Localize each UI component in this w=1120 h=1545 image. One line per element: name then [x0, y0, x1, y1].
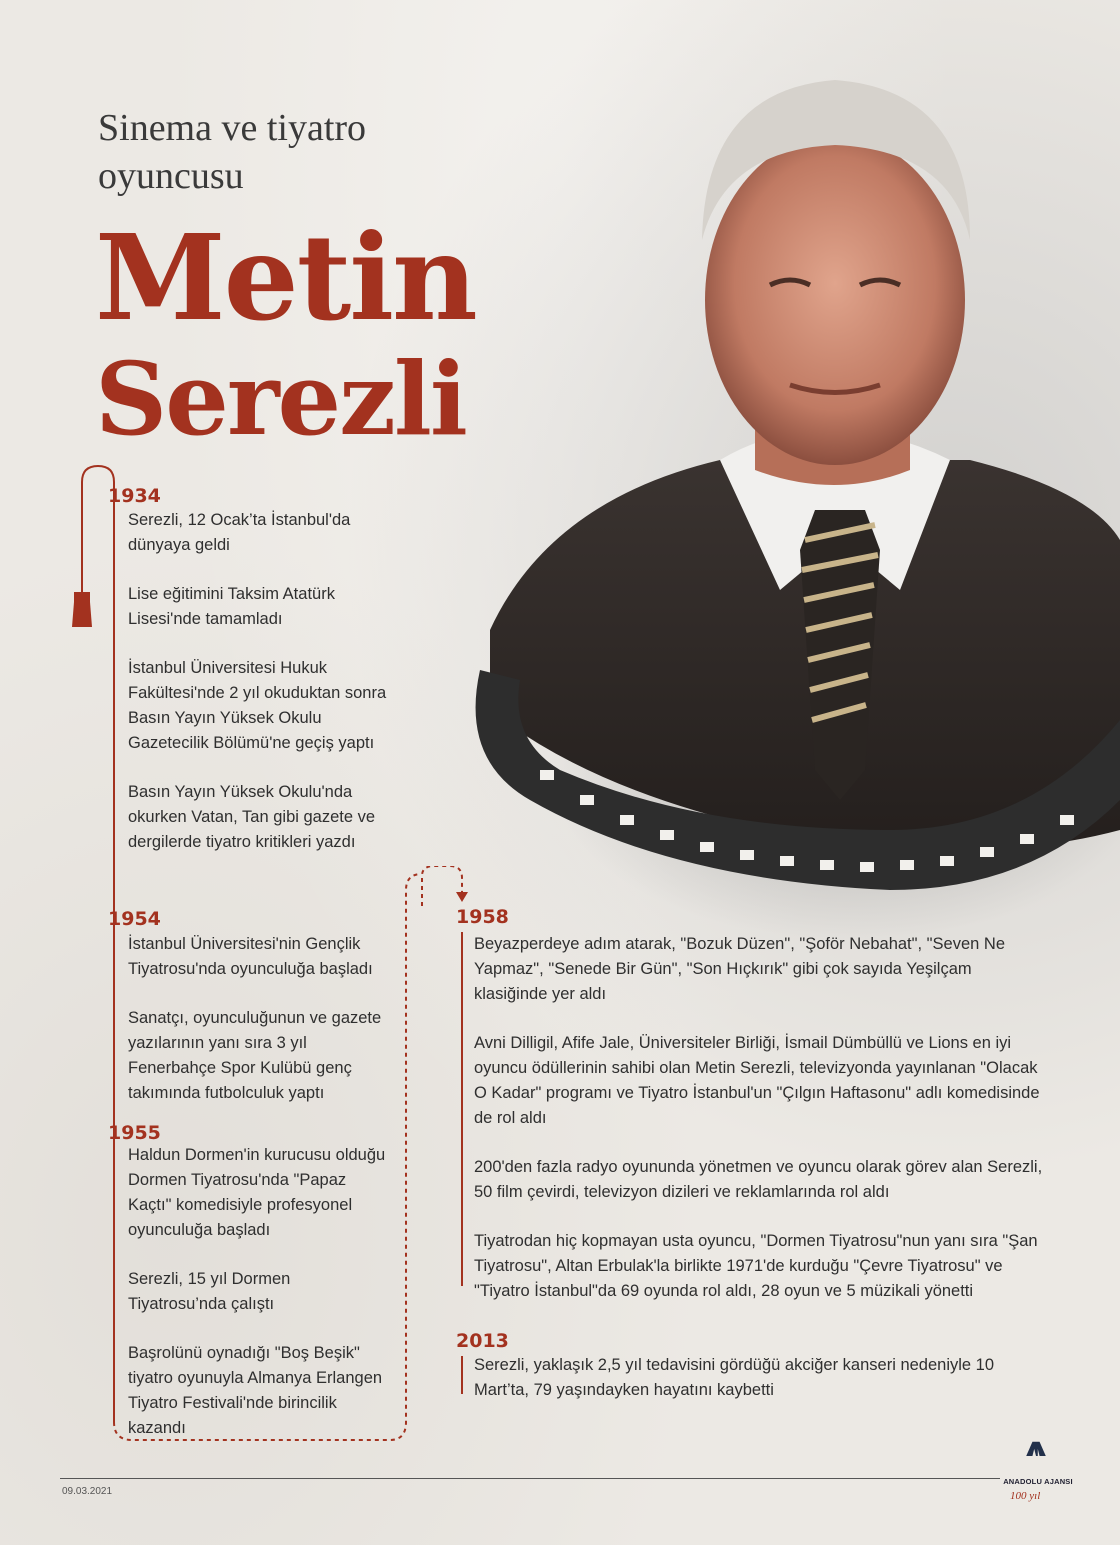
list-item: Serezli, 15 yıl Dormen Tiyatrosu’nda çalıştı — [128, 1270, 291, 1313]
agency-name: ANADOLU AJANSI — [1003, 1477, 1073, 1486]
list-item: 200'den fazla radyo oyununda yönetmen ve oyuncu olarak görev alan Serezli, 50 film çevirdi, televizyon dizileri ve reklamlarında rol aldı — [474, 1158, 1043, 1201]
list-item: Lise eğitimini Taksim Atatürk Lisesi'nde tamamladı — [128, 585, 335, 628]
timeline-2013-text — [474, 1353, 1044, 1403]
list-item: İstanbul Üniversitesi Hukuk Fakültesi'nde 2 yıl okuduktan sonra Basın Yayın Yüksek Okulu Gazetecilik Bölümü'ne geçiş yaptı — [128, 659, 387, 752]
year-1958: 1958 — [456, 906, 509, 928]
list-item: Haldun Dormen'in kurucusu olduğu Dormen Tiyatrosu'nda "Papaz Kaçtı" komedisiyle profesyonel oyunculuğa başladı — [128, 1146, 386, 1239]
last-name: Serezli — [95, 340, 466, 458]
year-1934: 1934 — [108, 485, 161, 507]
first-name: Metin — [95, 208, 476, 347]
subtitle-line-1: Sinema ve tiyatro — [98, 107, 367, 149]
list-item: Tiyatrodan hiç kopmayan usta oyuncu, "Dormen Tiyatrosu"nun yanı sıra "Şan Tiyatrosu", Altan Erbulak'la birlikte 1971'de kurduğu "Çevre Tiyatrosu" ve "Tiyatro İstanbul"da 69 oyunda rol aldı, 28 oyun ve 5 müzikali yönetti — [474, 1232, 1038, 1300]
list-item: Basın Yayın Yüksek Okulu'nda okurken Vatan, Tan gibi gazete ve dergilerde tiyatro kritikleri yazdı — [128, 783, 376, 851]
portrait-image — [470, 70, 1120, 950]
footer-divider — [60, 1478, 1000, 1479]
timeline-1934-text — [128, 508, 388, 855]
timeline-1958-text — [474, 932, 1044, 1304]
year-1955: 1955 — [108, 1122, 161, 1144]
timeline-1955-text — [128, 1143, 388, 1441]
anniversary-mark: 100 yıl — [1010, 1490, 1041, 1502]
list-item: Avni Dilligil, Afife Jale, Üniversiteler Birliği, İsmail Dümbüllü ve Lions en iyi oyuncu ödüllerinin sahibi olan Metin Serezli, televizyonda yayınlanan "Olacak O Kadar" programı ve Tiyatro İstanbul'un "Çılgın Haftasonu" adlı komedisinde de rol aldı — [474, 1034, 1040, 1127]
publish-date: 09.03.2021 — [62, 1486, 113, 1497]
year-2013: 2013 — [456, 1330, 509, 1352]
list-item: Serezli, yaklaşık 2,5 yıl tedavisini gördüğü akciğer kanseri nedeniyle 10 Mart’ta, 79 yaşındayken hayatını kaybetti — [474, 1356, 995, 1399]
timeline-1954-text — [128, 932, 398, 1106]
list-item: İstanbul Üniversitesi'nin Gençlik Tiyatrosu'nda oyunculuğa başladı — [128, 935, 373, 978]
list-item: Sanatçı, oyunculuğunun ve gazete yazılarının yanı sıra 3 yıl Fenerbahçe Spor Kulübü genç takımında futbolculuk yaptı — [128, 1009, 382, 1102]
timeline-connector-right — [400, 866, 480, 1406]
list-item: Serezli, 12 Ocak’ta İstanbul'da dünyaya geldi — [128, 511, 351, 554]
list-item: Başrolünü oynadığı "Boş Beşik" tiyatro oyunuyla Almanya Erlangen Tiyatro Festivali'nde birincilik kazandı — [128, 1344, 383, 1437]
list-item: Beyazperdeye adım atarak, "Bozuk Düzen", "Şoför Nebahat", "Seven Ne Yapmaz", "Senede Bir Gün", "Son Hıçkırık" gibi çok sayıda Yeşilçam klasiğinde yer aldı — [474, 935, 1005, 1003]
subtitle — [98, 104, 518, 200]
subtitle-line-2: oyuncusu — [98, 155, 244, 197]
anadolu-logo-icon — [1006, 1440, 1066, 1480]
year-1954: 1954 — [108, 908, 161, 930]
